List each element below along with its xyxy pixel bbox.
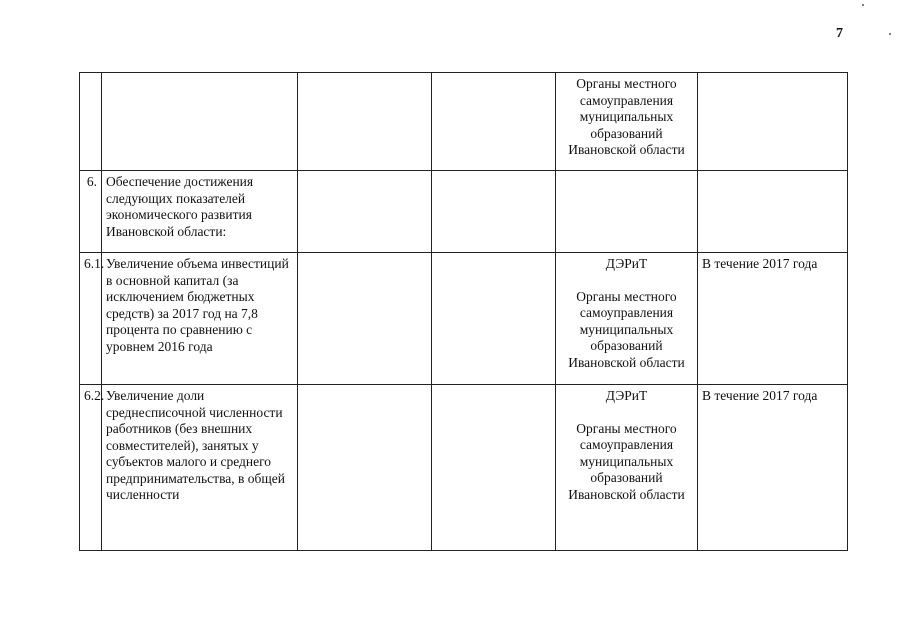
responsible-cell bbox=[556, 253, 698, 385]
activity-cell: Увеличение доли среднесписочной численности работников (без внешних совместителей), занятых у субъектов малого и среднего предпринимательства, в общей численности bbox=[102, 385, 298, 551]
row-number bbox=[80, 73, 102, 171]
responsible-text: Органы местного самоуправления муниципальных образований Ивановской области bbox=[568, 76, 685, 157]
responsible-cell bbox=[556, 73, 698, 171]
row-number: 6.1. bbox=[80, 253, 102, 385]
table-row bbox=[80, 171, 848, 253]
responsible-cell bbox=[556, 385, 698, 551]
scan-speck bbox=[889, 33, 891, 35]
row-number: 6. bbox=[80, 171, 102, 253]
responsible-abbr: ДЭРиТ bbox=[605, 256, 648, 271]
empty-cell bbox=[298, 385, 432, 551]
activity-cell: Увеличение объема инвестиций в основной капитал (за исключением бюджетных средств) за 2017 год на 7,8 процента по сравнению с уровнем 2016 года bbox=[102, 253, 298, 385]
term-cell: В течение 2017 года bbox=[698, 385, 848, 551]
term-cell bbox=[698, 171, 848, 253]
activity-cell bbox=[102, 73, 298, 171]
responsible-abbr: ДЭРиТ bbox=[605, 388, 648, 403]
scan-speck bbox=[862, 4, 864, 6]
activity-cell: Обеспечение достижения следующих показателей экономического развития Ивановской области: bbox=[102, 171, 298, 253]
empty-cell bbox=[432, 73, 556, 171]
responsible-text: Органы местного самоуправления муниципальных образований Ивановской области bbox=[568, 420, 685, 502]
empty-cell bbox=[432, 385, 556, 551]
empty-cell bbox=[298, 253, 432, 385]
responsible-text: Органы местного самоуправления муниципальных образований Ивановской области bbox=[568, 288, 685, 370]
responsible-cell bbox=[556, 171, 698, 253]
row-number: 6.2. bbox=[80, 385, 102, 551]
table-row bbox=[80, 385, 848, 551]
table-row bbox=[80, 253, 848, 385]
empty-cell bbox=[432, 253, 556, 385]
page-number: 7 bbox=[836, 26, 843, 41]
term-cell: В течение 2017 года bbox=[698, 253, 848, 385]
table-row bbox=[80, 73, 848, 171]
term-cell bbox=[698, 73, 848, 171]
action-plan-table bbox=[79, 72, 848, 551]
empty-cell bbox=[298, 171, 432, 253]
empty-cell bbox=[298, 73, 432, 171]
empty-cell bbox=[432, 171, 556, 253]
